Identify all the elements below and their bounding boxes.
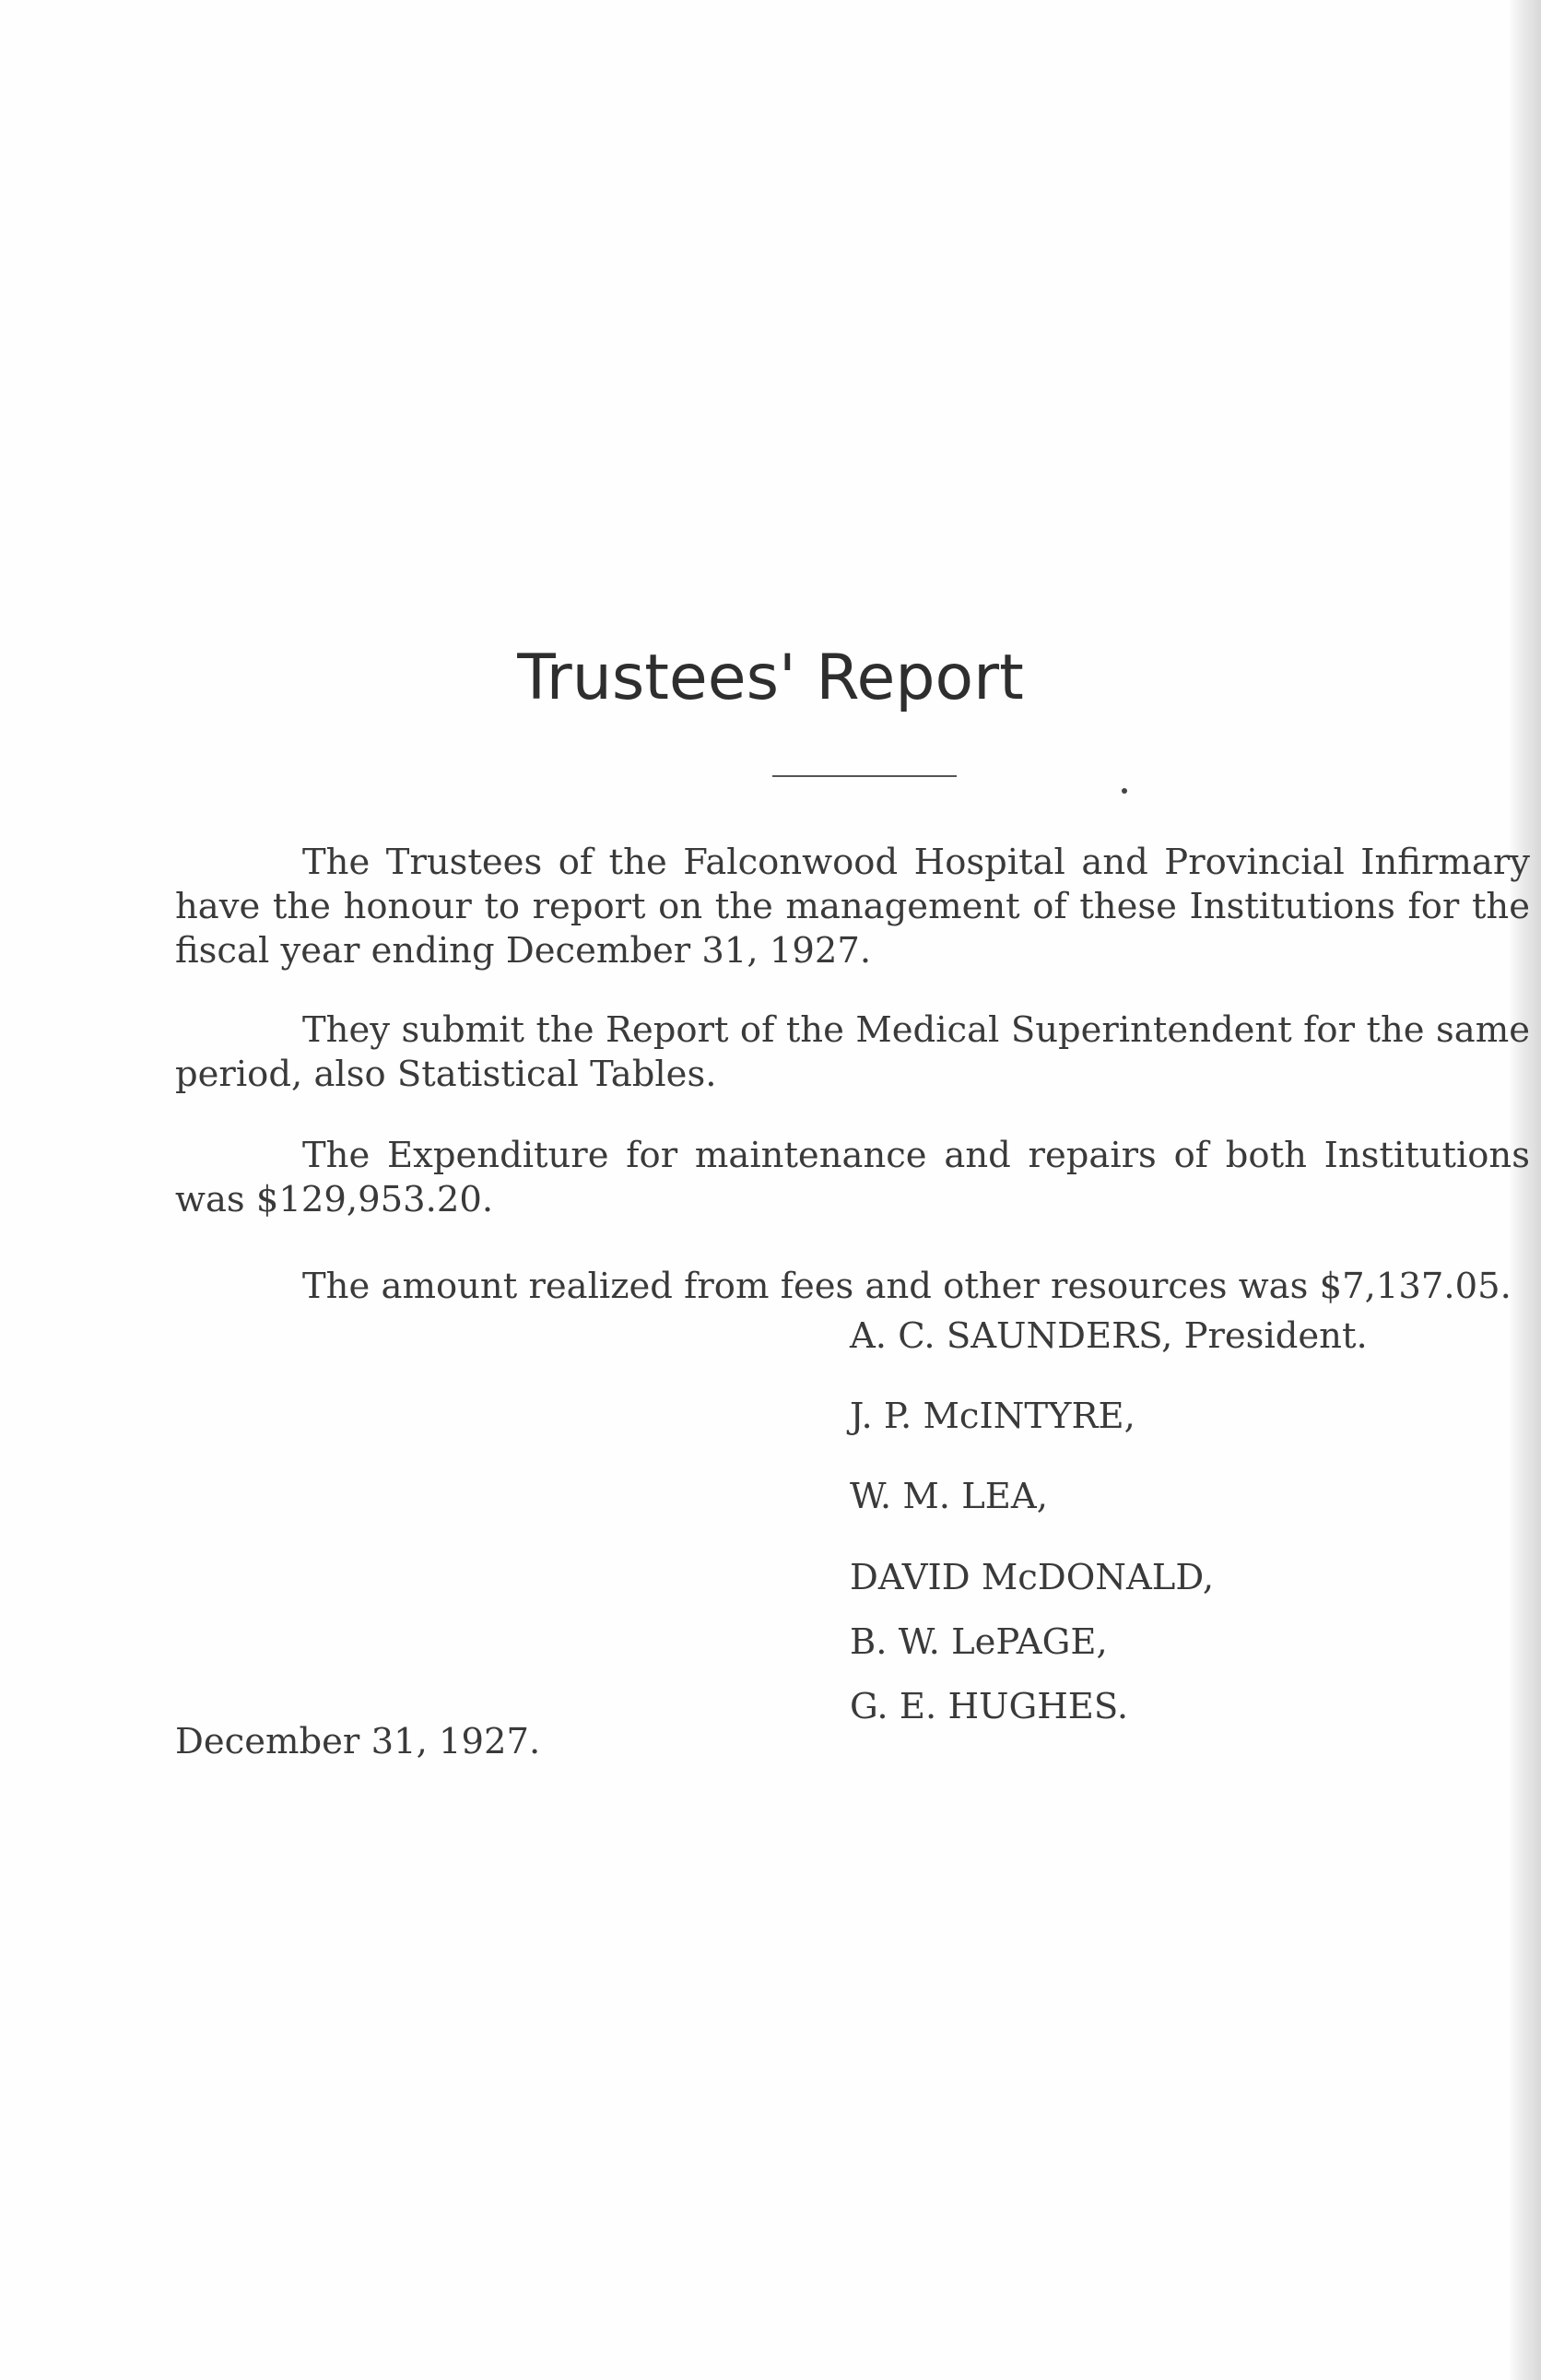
paragraph-intro bbox=[175, 841, 1530, 973]
signatory-trustee: B. W. LePAGE, bbox=[850, 1621, 1108, 1663]
title-rule bbox=[772, 775, 957, 777]
signatory-trustee: DAVID McDONALD, bbox=[850, 1557, 1215, 1598]
paragraph-expenditure-text: The Expenditure for maintenance and repairs of both Institutions was $129,953.20. bbox=[175, 1135, 1530, 1220]
paragraph-revenue bbox=[175, 1265, 1530, 1309]
paragraph-revenue-text: The amount realized from fees and other resources was $7,137.05. bbox=[302, 1266, 1512, 1307]
signatory-trustee: G. E. HUGHES. bbox=[850, 1686, 1129, 1727]
signatory-trustee: W. M. LEA, bbox=[850, 1476, 1048, 1517]
report-date: December 31, 1927. bbox=[175, 1721, 541, 1762]
report-title: Trustees' Report bbox=[517, 642, 1024, 714]
paragraph-expenditure bbox=[175, 1134, 1530, 1222]
signatory-president: A. C. SAUNDERS, President. bbox=[850, 1315, 1368, 1357]
paragraph-submission-text: They submit the Report of the Medical Superintendent for the same period, also Statistical Tables. bbox=[175, 1009, 1530, 1095]
paragraph-intro-text: The Trustees of the Falconwood Hospital and Provincial Infirmary have the honour to report on the management of these Institutions for the fiscal year ending December 31, 1927. bbox=[175, 842, 1530, 972]
ink-dot bbox=[1122, 788, 1127, 794]
signatory-trustee: J. P. McINTYRE, bbox=[850, 1396, 1135, 1437]
paragraph-submission bbox=[175, 1008, 1530, 1097]
